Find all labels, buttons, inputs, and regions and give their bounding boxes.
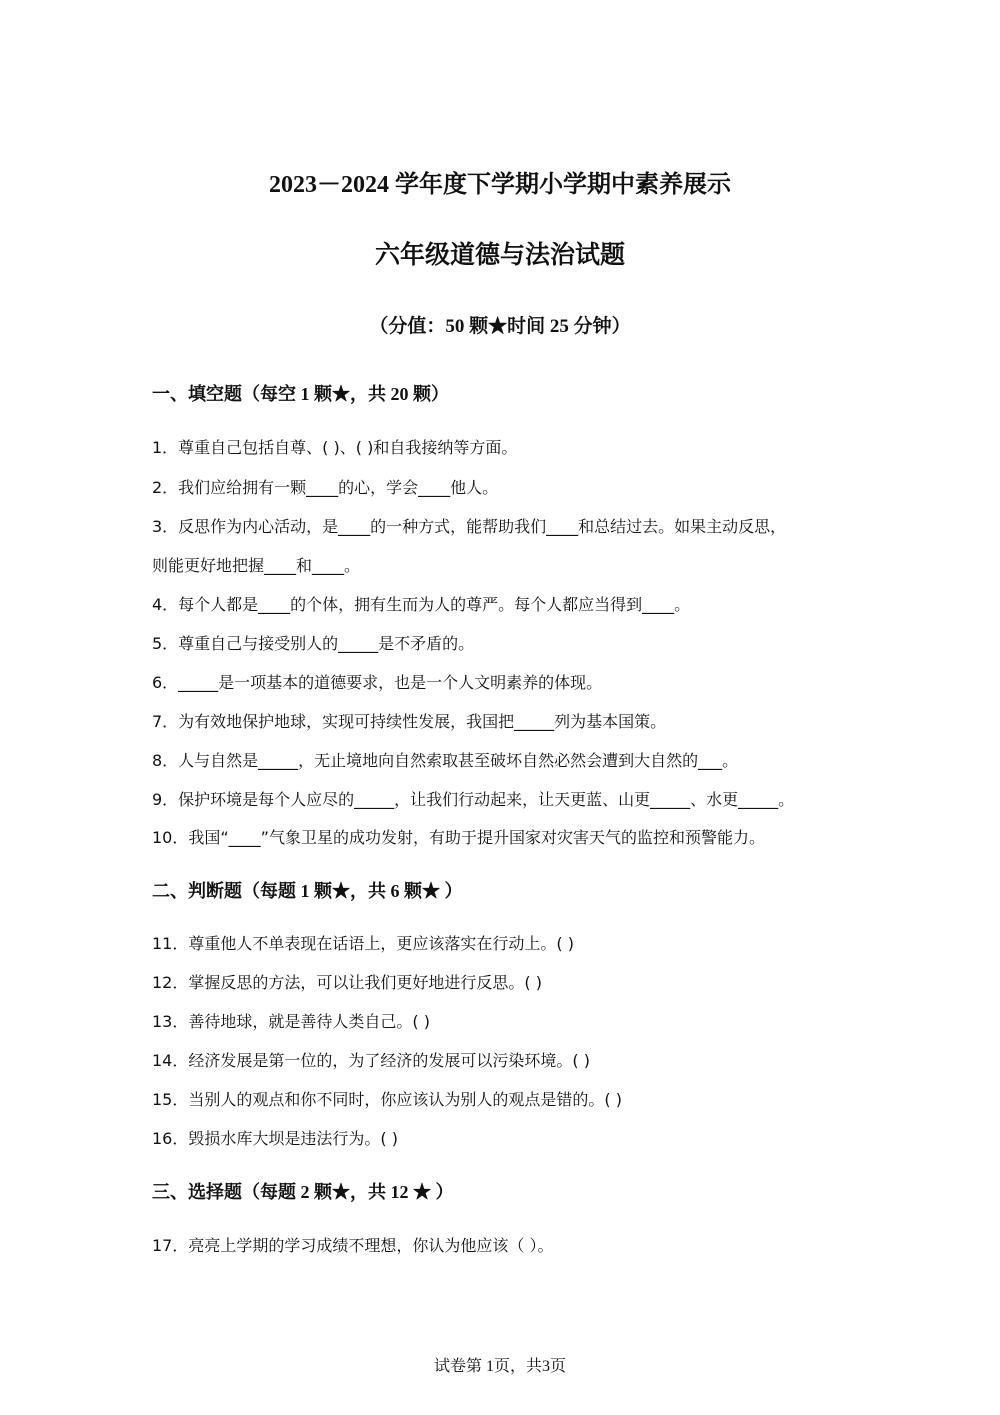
exam-title-line1: 2023－2024 学年度下学期小学期中素养展示: [269, 172, 731, 198]
question-7: 7．为有效地保护地球，实现可持续性发展，我国把_____列为基本国策。: [152, 712, 667, 731]
question-10: 10．我国“____”气象卫星的成功发射，有助于提升国家对灾害天气的监控和预警能力。: [152, 828, 765, 847]
question-13: 13．善待地球，就是善待人类自己。( ): [152, 1012, 430, 1031]
section-heading-multiple-choice: 三、选择题（每题 2 颗★，共 12 ★ ）: [152, 1182, 454, 1202]
page-footer: 试卷第 1页，共3页: [433, 1358, 566, 1375]
question-15: 15．当别人的观点和你不同时，你应该认为别人的观点是错的。( ): [152, 1090, 622, 1109]
question-1: 1．尊重自己包括自尊、( )、( )和自我接纳等方面。: [152, 438, 518, 457]
question-9: 9．保护环境是每个人应尽的_____，让我们行动起来，让天更蓝、山更_____、水更_____。: [152, 790, 795, 809]
exam-title-line2: 六年级道德与法治试题: [374, 242, 625, 269]
question-11: 11．尊重他人不单表现在话语上，更应该落实在行动上。( ): [152, 934, 574, 953]
question-12: 12．掌握反思的方法，可以让我们更好地进行反思。( ): [152, 973, 542, 992]
question-16: 16．毁损水库大坝是违法行为。( ): [152, 1129, 398, 1148]
question-4: 4．每个人都是____的个体，拥有生而为人的尊严。每个人都应当得到____。: [152, 595, 691, 614]
question-6: 6．_____是一项基本的道德要求，也是一个人文明素养的体现。: [152, 673, 603, 692]
question-8: 8．人与自然是_____，无止境地向自然索取甚至破坏自然必然会遭到大自然的___。: [152, 751, 739, 770]
question-17: 17．亮亮上学期的学习成绩不理想，你认为他应该（ ）。: [152, 1236, 554, 1255]
section-heading-true-false: 二、判断题（每题 1 颗★，共 6 颗★ ）: [152, 881, 463, 901]
question-3-line1: 3．反思作为内心活动，是____的一种方式，能帮助我们____和总结过去。如果主动反思，: [152, 517, 787, 536]
question-5: 5．尊重自己与接受别人的_____是不矛盾的。: [152, 634, 475, 653]
question-14: 14．经济发展是第一位的，为了经济的发展可以污染环境。( ): [152, 1051, 590, 1070]
section-heading-fill-blank: 一、填空题（每空 1 颗★，共 20 颗）: [152, 384, 449, 404]
question-2: 2．我们应给拥有一颗____的心，学会____他人。: [152, 478, 499, 497]
question-3-line2: 则能更好地把握____和____。: [152, 556, 361, 575]
score-time-info: （分值：50 颗★时间 25 分钟）: [369, 316, 631, 337]
